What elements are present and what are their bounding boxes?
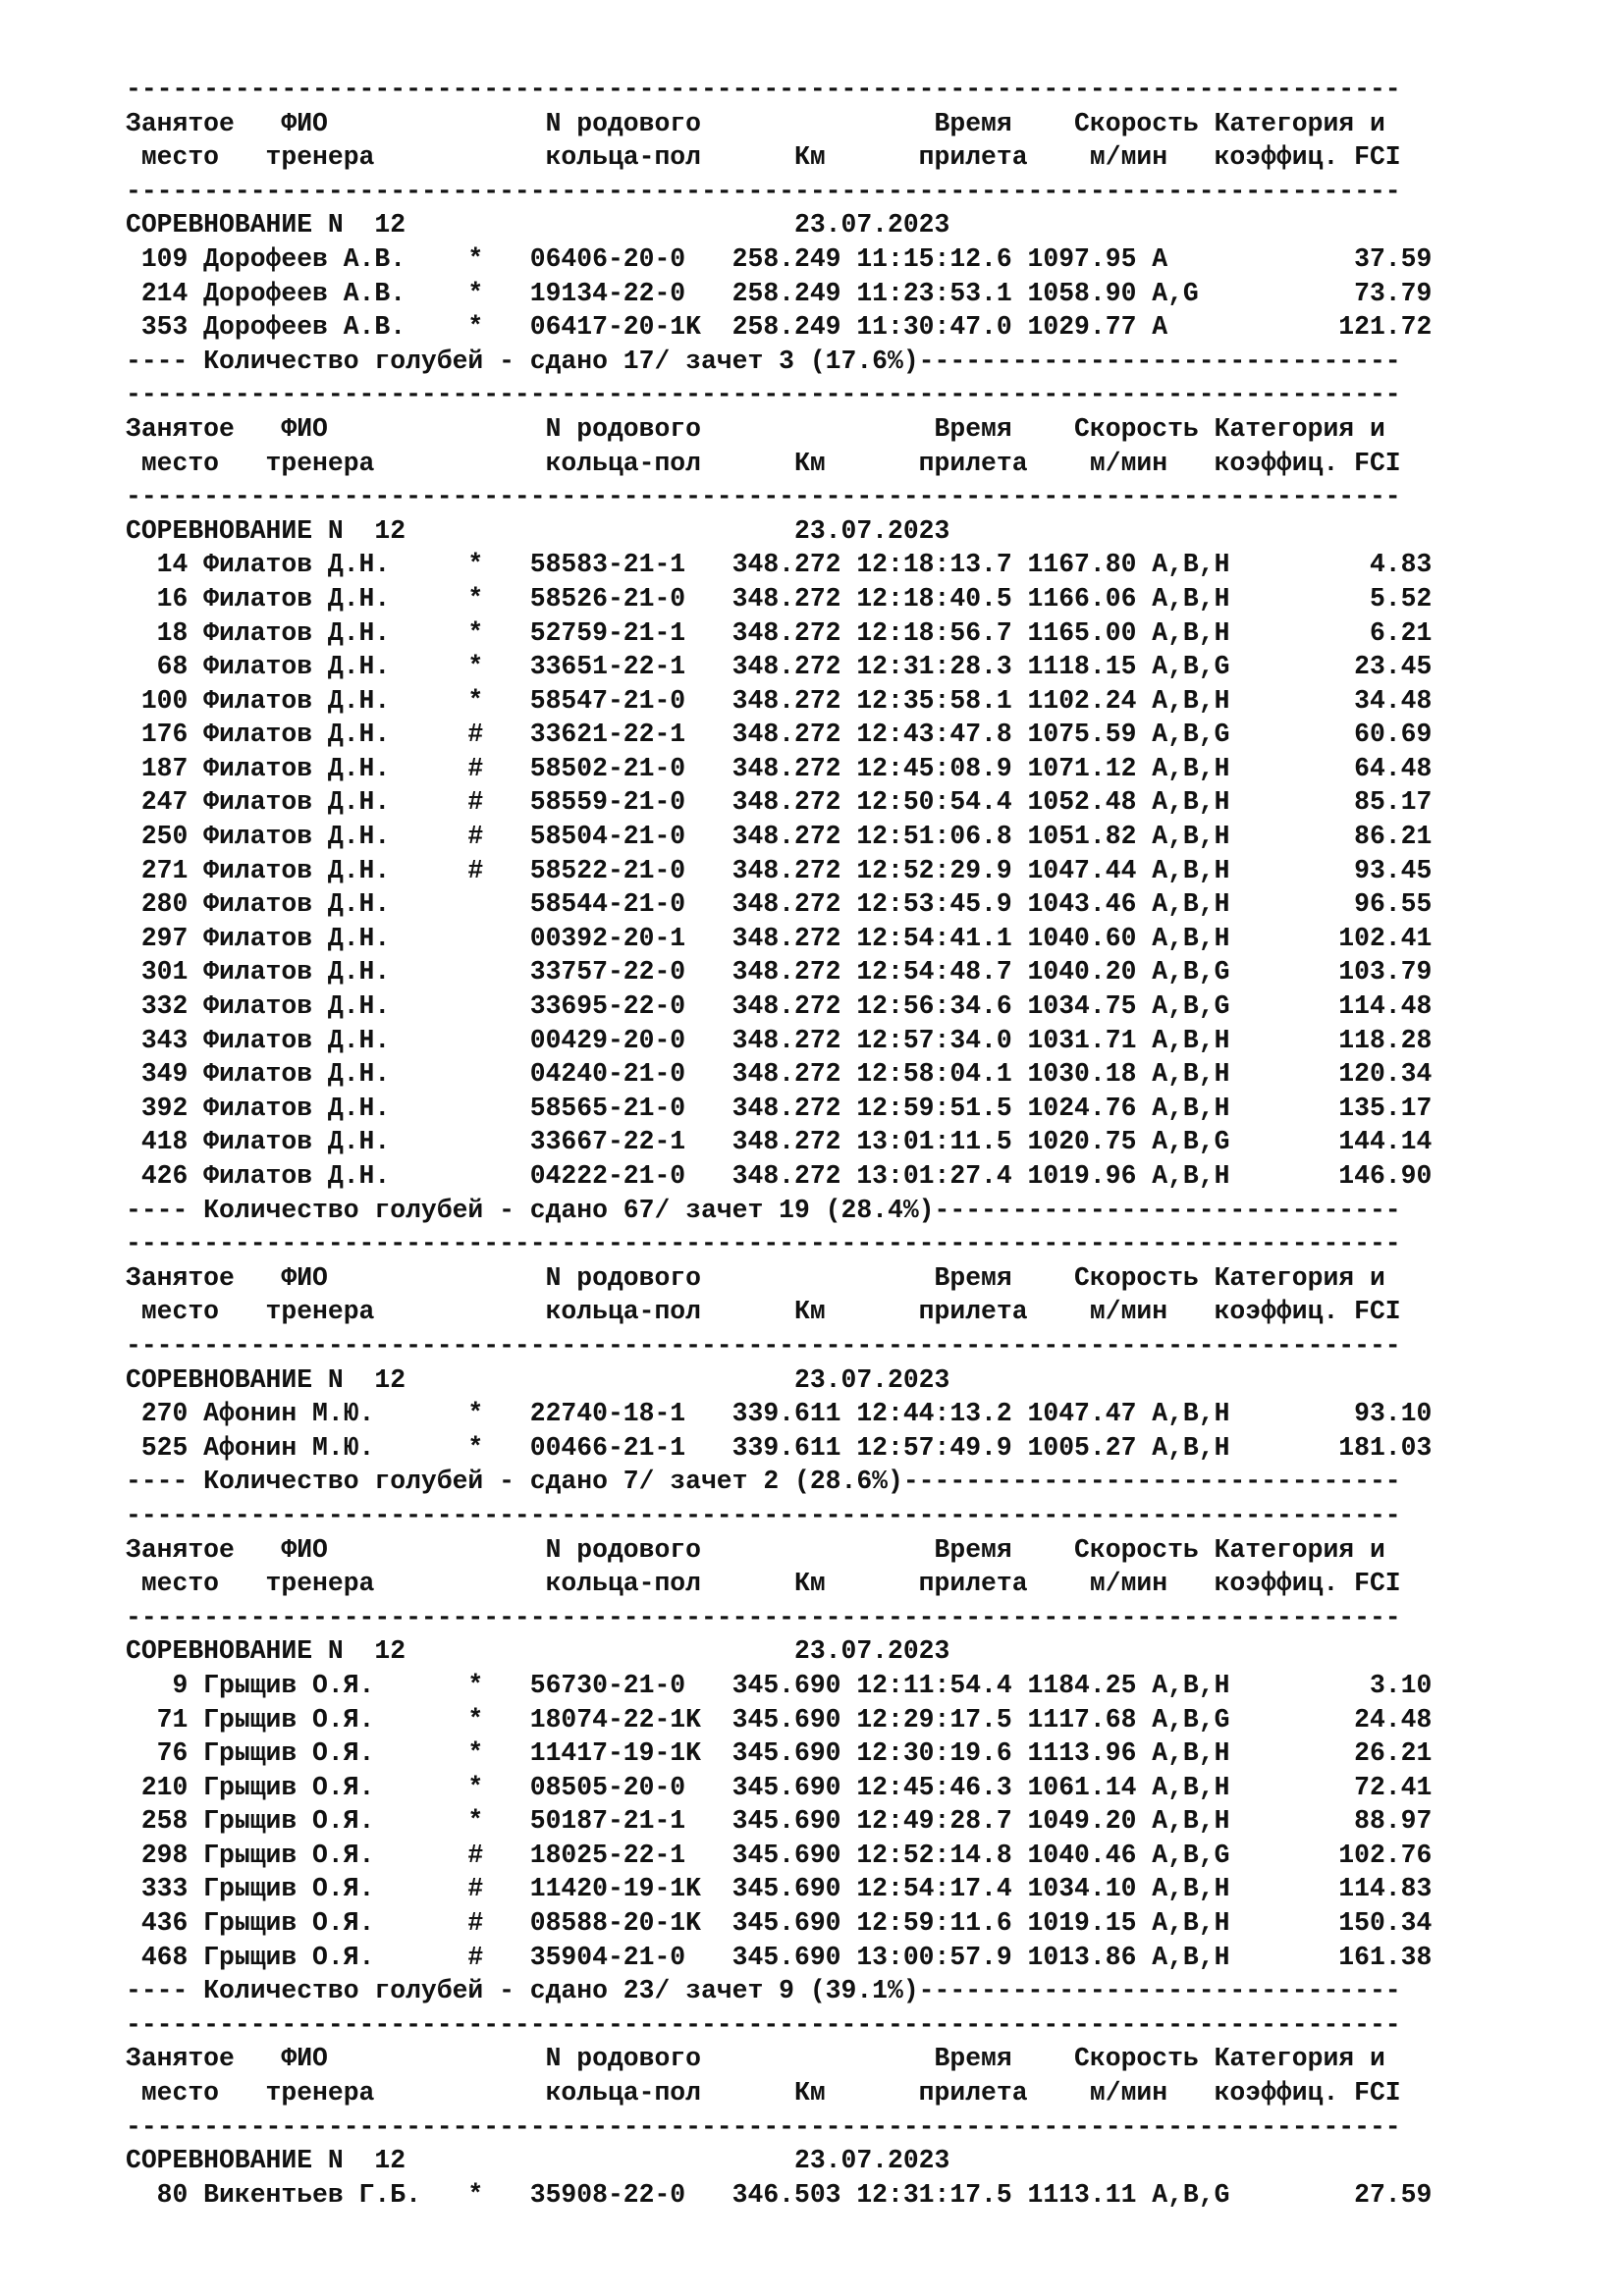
separator-line: ---------------------------------------------------------------------------------- [126,482,1401,512]
separator-line: ---------------------------------------------------------------------------------- [126,2111,1401,2142]
column-header-line-1: Занятое ФИО N родового Время Скорость Категория и [126,2044,1385,2074]
result-row: 333 Грыщив О.Я. # 11420-19-1K 345.690 12:54:17.4 1034.10 A,B,H 114.83 [126,1874,1433,1904]
result-row: 270 Афонин М.Ю. * 22740-18-1 339.611 12:44:13.2 1047.47 A,B,H 93.10 [126,1399,1433,1429]
result-row: 210 Грыщив О.Я. * 08505-20-0 345.690 12:45:46.3 1061.14 A,B,H 72.41 [126,1772,1433,1802]
separator-line: ---------------------------------------------------------------------------------- [126,1330,1401,1361]
result-row: 436 Грыщив О.Я. # 08588-20-1K 345.690 12:59:11.6 1019.15 A,B,H 150.34 [126,1908,1433,1939]
column-header-line-1: Занятое ФИО N родового Время Скорость Категория и [126,413,1385,444]
result-row: 76 Грыщив О.Я. * 11417-19-1K 345.690 12:30:19.6 1113.96 A,B,H 26.21 [126,1738,1433,1769]
result-row: 426 Филатов Д.Н. 04222-21-0 348.272 13:01:27.4 1019.96 A,B,H 146.90 [126,1161,1433,1191]
result-row: 176 Филатов Д.Н. # 33621-22-1 348.272 12:43:47.8 1075.59 A,B,G 60.69 [126,720,1433,750]
result-row: 16 Филатов Д.Н. * 58526-21-0 348.272 12:18:40.5 1166.06 A,B,H 5.52 [126,583,1433,614]
result-row: 14 Филатов Д.Н. * 58583-21-1 348.272 12:18:13.7 1167.80 A,B,H 4.83 [126,550,1433,580]
result-row: 332 Филатов Д.Н. 33695-22-0 348.272 12:56:34.6 1034.75 A,B,G 114.48 [126,991,1433,1022]
result-row: 100 Филатов Д.Н. * 58547-21-0 348.272 12:35:58.1 1102.24 A,B,H 34.48 [126,685,1433,716]
column-header-line-1: Занятое ФИО N родового Время Скорость Категория и [126,1262,1385,1293]
competition-heading: СОРЕВНОВАНИЕ N 12 23.07.2023 [126,1636,950,1667]
column-header-line-2: место тренера кольца-пол Км прилета м/мин коэффиц. FCI [126,1569,1401,1599]
separator-line: ---------------------------------------------------------------------------------- [126,2009,1401,2040]
result-row: 271 Филатов Д.Н. # 58522-21-0 348.272 12:52:29.9 1047.44 A,B,H 93.45 [126,855,1433,885]
result-row: 68 Филатов Д.Н. * 33651-22-1 348.272 12:31:28.3 1118.15 A,B,G 23.45 [126,652,1433,682]
result-row: 18 Филатов Д.Н. * 52759-21-1 348.272 12:18:56.7 1165.00 A,B,H 6.21 [126,617,1433,648]
separator-line: ---------------------------------------------------------------------------------- [126,176,1401,206]
result-row: 525 Афонин М.Ю. * 00466-21-1 339.611 12:57:49.9 1005.27 A,B,H 181.03 [126,1432,1433,1463]
result-row: 258 Грыщив О.Я. * 50187-21-1 345.690 12:49:28.7 1049.20 A,B,H 88.97 [126,1806,1433,1837]
result-row: 301 Филатов Д.Н. 33757-22-0 348.272 12:54:48.7 1040.20 A,B,G 103.79 [126,957,1433,988]
result-row: 280 Филатов Д.Н. 58544-21-0 348.272 12:53:45.9 1043.46 A,B,H 96.55 [126,889,1433,920]
result-row: 343 Филатов Д.Н. 00429-20-0 348.272 12:57:34.0 1031.71 A,B,H 118.28 [126,1025,1433,1055]
competition-heading: СОРЕВНОВАНИЕ N 12 23.07.2023 [126,1364,950,1395]
summary-line: ---- Количество голубей - сдано 67/ зачет 19 (28.4%)------------------------------ [126,1195,1401,1225]
result-row: 353 Дорофеев А.В. * 06417-20-1K 258.249 11:30:47.0 1029.77 A 121.72 [126,312,1433,343]
column-header-line-1: Занятое ФИО N родового Время Скорость Категория и [126,1534,1385,1565]
column-header-line-2: место тренера кольца-пол Км прилета м/мин коэффиц. FCI [126,2078,1401,2109]
result-row: 109 Дорофеев А.В. * 06406-20-0 258.249 11:15:12.6 1097.95 A 37.59 [126,243,1433,274]
result-row: 187 Филатов Д.Н. # 58502-21-0 348.272 12:45:08.9 1071.12 A,B,H 64.48 [126,753,1433,783]
result-row: 418 Филатов Д.Н. 33667-22-1 348.272 13:01:11.5 1020.75 A,B,G 144.14 [126,1127,1433,1157]
result-row: 392 Филатов Д.Н. 58565-21-0 348.272 12:59:51.5 1024.76 A,B,H 135.17 [126,1093,1433,1123]
result-row: 247 Филатов Д.Н. # 58559-21-0 348.272 12:50:54.4 1052.48 A,B,H 85.17 [126,787,1433,818]
result-row: 214 Дорофеев А.В. * 19134-22-0 258.249 11:23:53.1 1058.90 A,G 73.79 [126,278,1433,308]
separator-line: ---------------------------------------------------------------------------------- [126,1500,1401,1530]
column-header-line-2: место тренера кольца-пол Км прилета м/мин коэффиц. FCI [126,1297,1401,1327]
result-row: 349 Филатов Д.Н. 04240-21-0 348.272 12:58:04.1 1030.18 A,B,H 120.34 [126,1059,1433,1090]
result-row: 468 Грыщив О.Я. # 35904-21-0 345.690 13:00:57.9 1013.86 A,B,H 161.38 [126,1942,1433,1972]
result-row: 298 Грыщив О.Я. # 18025-22-1 345.690 12:52:14.8 1040.46 A,B,G 102.76 [126,1840,1433,1870]
column-header-line-2: место тренера кольца-пол Км прилета м/мин коэффиц. FCI [126,142,1401,173]
result-row: 71 Грыщив О.Я. * 18074-22-1K 345.690 12:29:17.5 1117.68 A,B,G 24.48 [126,1704,1433,1735]
separator-line: ---------------------------------------------------------------------------------- [126,1229,1401,1259]
result-row: 80 Викентьев Г.Б. * 35908-22-0 346.503 12:31:17.5 1113.11 A,B,G 27.59 [126,2179,1433,2210]
competition-heading: СОРЕВНОВАНИЕ N 12 23.07.2023 [126,2146,950,2176]
competition-heading: СОРЕВНОВАНИЕ N 12 23.07.2023 [126,515,950,546]
result-row: 250 Филатов Д.Н. # 58504-21-0 348.272 12:51:06.8 1051.82 A,B,H 86.21 [126,822,1433,852]
result-row: 297 Филатов Д.Н. 00392-20-1 348.272 12:54:41.1 1040.60 A,B,H 102.41 [126,923,1433,953]
separator-line: ---------------------------------------------------------------------------------- [126,1602,1401,1632]
result-row: 9 Грыщив О.Я. * 56730-21-0 345.690 12:11:54.4 1184.25 A,B,H 3.10 [126,1670,1433,1700]
race-results-document [126,73,1598,2212]
separator-line: ---------------------------------------------------------------------------------- [126,75,1401,104]
separator-line: ---------------------------------------------------------------------------------- [126,380,1401,410]
summary-line: ---- Количество голубей - сдано 7/ зачет 2 (28.6%)-------------------------------- [126,1467,1401,1497]
summary-line: ---- Количество голубей - сдано 17/ зачет 3 (17.6%)------------------------------- [126,346,1401,376]
summary-line: ---- Количество голубей - сдано 23/ зачет 9 (39.1%)------------------------------- [126,1976,1401,2006]
column-header-line-2: место тренера кольца-пол Км прилета м/мин коэффиц. FCI [126,448,1401,478]
column-header-line-1: Занятое ФИО N родового Время Скорость Категория и [126,108,1385,138]
competition-heading: СОРЕВНОВАНИЕ N 12 23.07.2023 [126,210,950,240]
